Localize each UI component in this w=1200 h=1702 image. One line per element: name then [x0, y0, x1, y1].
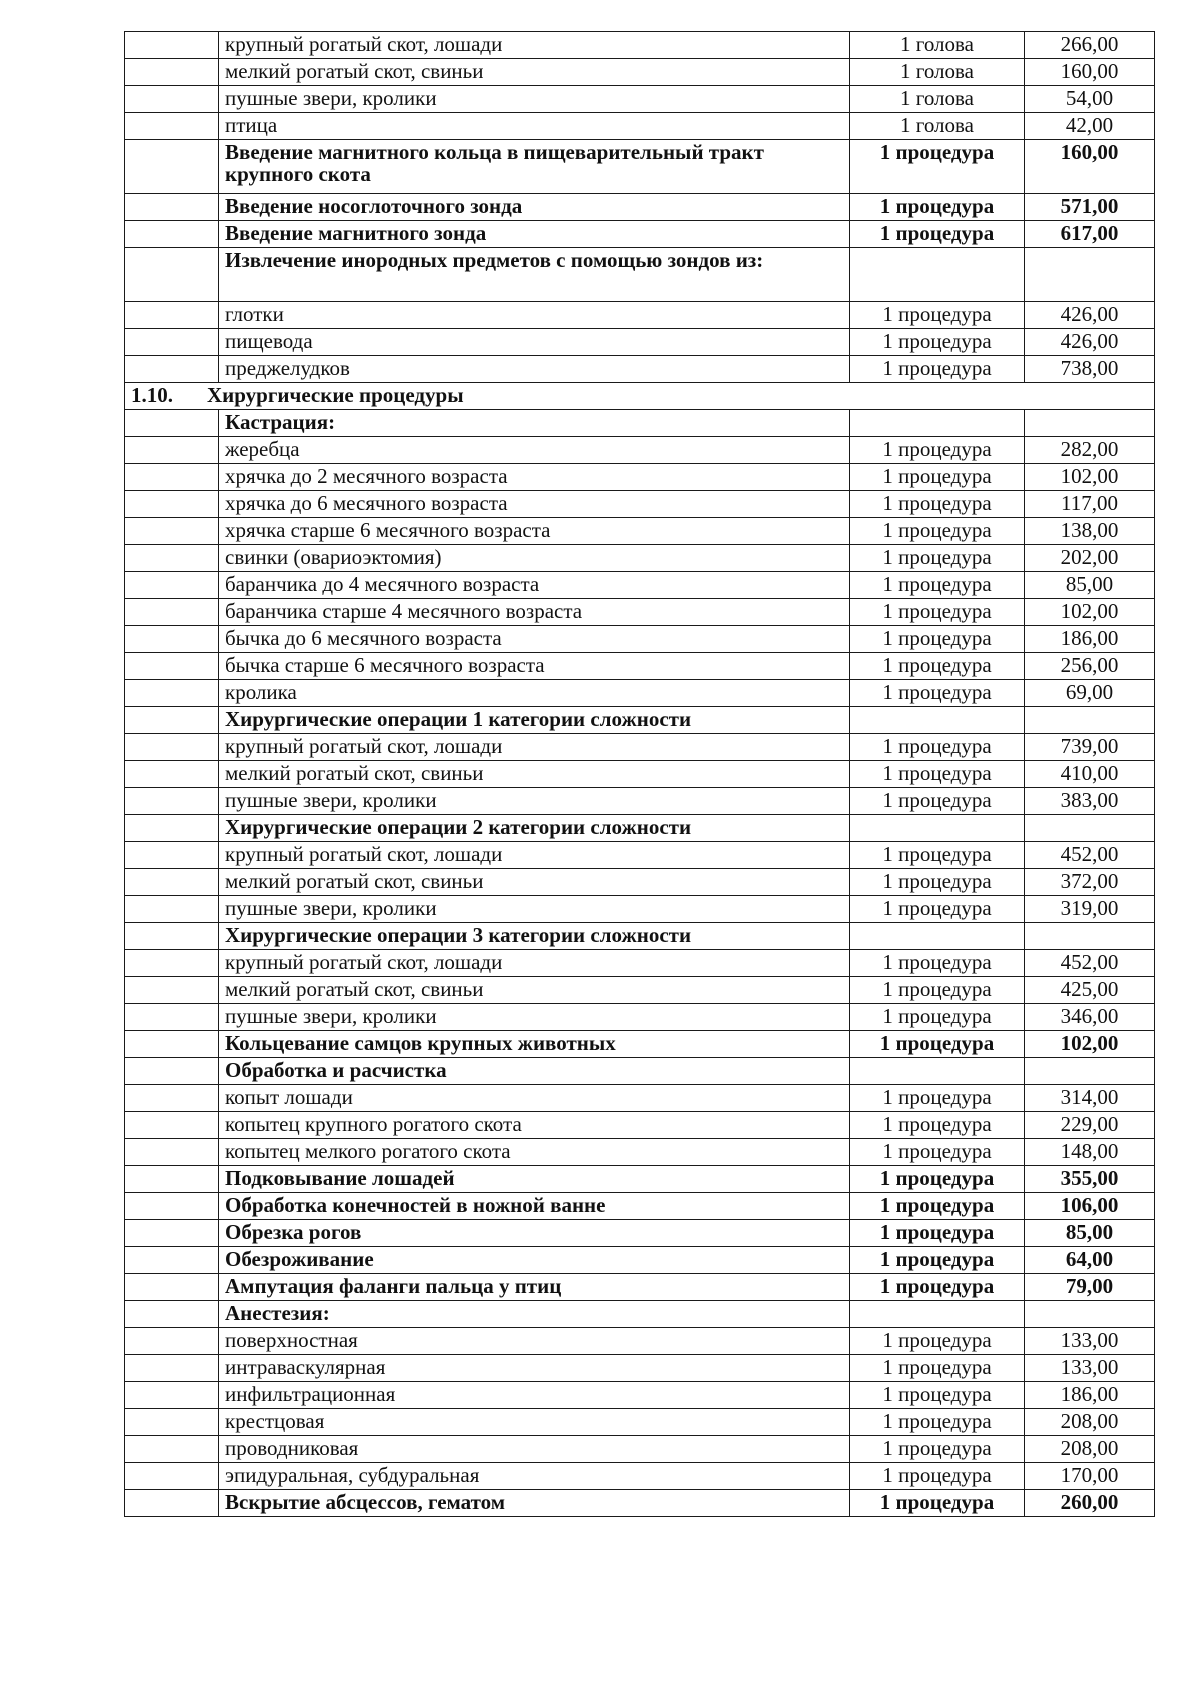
- service-name: глотки: [219, 302, 850, 329]
- price-value: 160,00: [1025, 59, 1155, 86]
- row-number-cell: [125, 626, 219, 653]
- service-name: копыт лошади: [219, 1085, 850, 1112]
- price-value: 229,00: [1025, 1112, 1155, 1139]
- service-name: хрячка до 2 месячного возраста: [219, 464, 850, 491]
- service-name: баранчика старше 4 месячного возраста: [219, 599, 850, 626]
- service-name: крестцовая: [219, 1409, 850, 1436]
- price-value: 54,00: [1025, 86, 1155, 113]
- price-value: 426,00: [1025, 302, 1155, 329]
- service-name: птица: [219, 113, 850, 140]
- table-row: [125, 32, 1155, 59]
- row-number-cell: [125, 491, 219, 518]
- price-value: 571,00: [1025, 194, 1155, 221]
- row-number-cell: [125, 464, 219, 491]
- unit-of-measure: [850, 923, 1025, 950]
- row-number-cell: [125, 86, 219, 113]
- row-number-cell: [125, 410, 219, 437]
- row-number-cell: [125, 734, 219, 761]
- table-row: [125, 896, 1155, 923]
- service-name: Извлечение инородных предметов с помощью зондов из:: [219, 248, 850, 302]
- row-number-cell: [125, 1328, 219, 1355]
- row-number-cell: [125, 1436, 219, 1463]
- section-heading: [125, 383, 1155, 410]
- price-value: 738,00: [1025, 356, 1155, 383]
- unit-of-measure: [850, 815, 1025, 842]
- price-value: 346,00: [1025, 1004, 1155, 1031]
- table-row: [125, 221, 1155, 248]
- service-name: крупный рогатый скот, лошади: [219, 32, 850, 59]
- table-row: [125, 1166, 1155, 1193]
- row-number-cell: [125, 1355, 219, 1382]
- service-name: хрячка до 6 месячного возраста: [219, 491, 850, 518]
- row-number-cell: [125, 1004, 219, 1031]
- row-number-cell: [125, 545, 219, 572]
- table-row: [125, 329, 1155, 356]
- row-number-cell: [125, 248, 219, 302]
- price-value: 208,00: [1025, 1436, 1155, 1463]
- table-row: [125, 1031, 1155, 1058]
- service-name: поверхностная: [219, 1328, 850, 1355]
- service-name: мелкий рогатый скот, свиньи: [219, 761, 850, 788]
- table-row: [125, 1463, 1155, 1490]
- row-number-cell: [125, 518, 219, 545]
- row-number-cell: [125, 1193, 219, 1220]
- table-row: [125, 626, 1155, 653]
- unit-of-measure: 1 процедура: [850, 302, 1025, 329]
- service-name: проводниковая: [219, 1436, 850, 1463]
- row-number-cell: [125, 1274, 219, 1301]
- row-number-cell: [125, 572, 219, 599]
- row-number-cell: [125, 1085, 219, 1112]
- table-row: [125, 302, 1155, 329]
- row-number-cell: [125, 1409, 219, 1436]
- row-number-cell: [125, 329, 219, 356]
- price-value: 410,00: [1025, 761, 1155, 788]
- price-value: 160,00: [1025, 140, 1155, 194]
- row-number-cell: [125, 1301, 219, 1328]
- unit-of-measure: 1 процедура: [850, 221, 1025, 248]
- price-value: 282,00: [1025, 437, 1155, 464]
- price-value: 355,00: [1025, 1166, 1155, 1193]
- price-value: 170,00: [1025, 1463, 1155, 1490]
- service-name: Хирургические операции 1 категории сложности: [219, 707, 850, 734]
- service-name: Введение носоглоточного зонда: [219, 194, 850, 221]
- unit-of-measure: 1 процедура: [850, 1436, 1025, 1463]
- unit-of-measure: 1 процедура: [850, 1193, 1025, 1220]
- table-row: [125, 977, 1155, 1004]
- service-name: кролика: [219, 680, 850, 707]
- table-row: [125, 653, 1155, 680]
- price-value: 208,00: [1025, 1409, 1155, 1436]
- service-name: крупный рогатый скот, лошади: [219, 734, 850, 761]
- service-name: жеребца: [219, 437, 850, 464]
- row-number-cell: [125, 788, 219, 815]
- row-number-cell: [125, 1058, 219, 1085]
- service-name: Введение магнитного кольца в пищеварительный тракт крупного скота: [219, 140, 850, 194]
- price-value: [1025, 410, 1155, 437]
- table-row: [125, 1058, 1155, 1085]
- unit-of-measure: [850, 1301, 1025, 1328]
- price-value: 106,00: [1025, 1193, 1155, 1220]
- unit-of-measure: 1 процедура: [850, 1328, 1025, 1355]
- table-row: [125, 815, 1155, 842]
- row-number-cell: [125, 1166, 219, 1193]
- row-number-cell: [125, 356, 219, 383]
- unit-of-measure: 1 процедура: [850, 1085, 1025, 1112]
- price-value: 85,00: [1025, 572, 1155, 599]
- table-row: [125, 842, 1155, 869]
- unit-of-measure: 1 процедура: [850, 788, 1025, 815]
- table-row: [125, 680, 1155, 707]
- unit-of-measure: 1 процедура: [850, 356, 1025, 383]
- table-row: [125, 140, 1155, 194]
- service-name: мелкий рогатый скот, свиньи: [219, 977, 850, 1004]
- table-row: [125, 1382, 1155, 1409]
- unit-of-measure: 1 голова: [850, 86, 1025, 113]
- table-row: [125, 410, 1155, 437]
- price-value: [1025, 1301, 1155, 1328]
- price-value: 314,00: [1025, 1085, 1155, 1112]
- unit-of-measure: 1 процедура: [850, 572, 1025, 599]
- service-name: копытец мелкого рогатого скота: [219, 1139, 850, 1166]
- unit-of-measure: 1 процедура: [850, 1355, 1025, 1382]
- price-value: 452,00: [1025, 842, 1155, 869]
- row-number-cell: [125, 950, 219, 977]
- service-name: пушные звери, кролики: [219, 896, 850, 923]
- price-value: 85,00: [1025, 1220, 1155, 1247]
- table-row: [125, 788, 1155, 815]
- row-number-cell: [125, 977, 219, 1004]
- unit-of-measure: 1 процедура: [850, 1274, 1025, 1301]
- row-number-cell: [125, 923, 219, 950]
- row-number-cell: [125, 437, 219, 464]
- table-row: [125, 194, 1155, 221]
- table-row: [125, 1409, 1155, 1436]
- unit-of-measure: 1 процедура: [850, 626, 1025, 653]
- service-name: преджелудков: [219, 356, 850, 383]
- service-name: пушные звери, кролики: [219, 788, 850, 815]
- unit-of-measure: 1 процедура: [850, 1031, 1025, 1058]
- unit-of-measure: 1 голова: [850, 32, 1025, 59]
- service-name: бычка до 6 месячного возраста: [219, 626, 850, 653]
- service-name: Обрезка рогов: [219, 1220, 850, 1247]
- price-value: 739,00: [1025, 734, 1155, 761]
- price-value: 617,00: [1025, 221, 1155, 248]
- table-row: [125, 1274, 1155, 1301]
- price-value: 64,00: [1025, 1247, 1155, 1274]
- table-row: [125, 1193, 1155, 1220]
- table-row: [125, 761, 1155, 788]
- unit-of-measure: 1 процедура: [850, 1463, 1025, 1490]
- service-name: интраваскулярная: [219, 1355, 850, 1382]
- price-value: 138,00: [1025, 518, 1155, 545]
- unit-of-measure: 1 процедура: [850, 437, 1025, 464]
- table-row: [125, 1328, 1155, 1355]
- row-number-cell: [125, 113, 219, 140]
- service-name: копытец крупного рогатого скота: [219, 1112, 850, 1139]
- unit-of-measure: 1 процедура: [850, 734, 1025, 761]
- row-number-cell: [125, 707, 219, 734]
- unit-of-measure: [850, 1058, 1025, 1085]
- row-number-cell: [125, 599, 219, 626]
- service-name: инфильтрационная: [219, 1382, 850, 1409]
- unit-of-measure: 1 процедура: [850, 977, 1025, 1004]
- service-name: Введение магнитного зонда: [219, 221, 850, 248]
- service-name: Анестезия:: [219, 1301, 850, 1328]
- service-name: хрячка старше 6 месячного возраста: [219, 518, 850, 545]
- price-value: 372,00: [1025, 869, 1155, 896]
- unit-of-measure: 1 процедура: [850, 869, 1025, 896]
- unit-of-measure: 1 голова: [850, 59, 1025, 86]
- price-value: [1025, 923, 1155, 950]
- table-row: [125, 545, 1155, 572]
- table-row: [125, 1139, 1155, 1166]
- unit-of-measure: 1 процедура: [850, 464, 1025, 491]
- unit-of-measure: 1 голова: [850, 113, 1025, 140]
- unit-of-measure: 1 процедура: [850, 761, 1025, 788]
- table-row: [125, 950, 1155, 977]
- table-row: [125, 356, 1155, 383]
- service-name: Подковывание лошадей: [219, 1166, 850, 1193]
- row-number-cell: [125, 1490, 219, 1517]
- row-number-cell: [125, 59, 219, 86]
- service-name: баранчика до 4 месячного возраста: [219, 572, 850, 599]
- table-row: [125, 1301, 1155, 1328]
- unit-of-measure: 1 процедура: [850, 545, 1025, 572]
- price-value: 186,00: [1025, 1382, 1155, 1409]
- price-value: [1025, 248, 1155, 302]
- table-row: [125, 86, 1155, 113]
- table-row: [125, 491, 1155, 518]
- service-name: крупный рогатый скот, лошади: [219, 842, 850, 869]
- unit-of-measure: 1 процедура: [850, 1409, 1025, 1436]
- unit-of-measure: [850, 248, 1025, 302]
- table-row: [125, 1112, 1155, 1139]
- row-number-cell: [125, 140, 219, 194]
- row-number-cell: [125, 302, 219, 329]
- row-number-cell: [125, 1031, 219, 1058]
- service-name: пищевода: [219, 329, 850, 356]
- service-name: пушные звери, кролики: [219, 86, 850, 113]
- unit-of-measure: 1 процедура: [850, 653, 1025, 680]
- service-name: мелкий рогатый скот, свиньи: [219, 869, 850, 896]
- price-value: 133,00: [1025, 1355, 1155, 1382]
- service-name: эпидуральная, субдуральная: [219, 1463, 850, 1490]
- row-number-cell: [125, 1382, 219, 1409]
- unit-of-measure: 1 процедура: [850, 842, 1025, 869]
- table-row: [125, 464, 1155, 491]
- table-row: [125, 1355, 1155, 1382]
- unit-of-measure: 1 процедура: [850, 1490, 1025, 1517]
- row-number-cell: [125, 761, 219, 788]
- unit-of-measure: 1 процедура: [850, 140, 1025, 194]
- table-row: [125, 707, 1155, 734]
- unit-of-measure: 1 процедура: [850, 1166, 1025, 1193]
- unit-of-measure: 1 процедура: [850, 491, 1025, 518]
- row-number-cell: [125, 869, 219, 896]
- price-value: 319,00: [1025, 896, 1155, 923]
- price-value: 452,00: [1025, 950, 1155, 977]
- section-number: 1.10.: [131, 383, 173, 407]
- price-value: 69,00: [1025, 680, 1155, 707]
- unit-of-measure: 1 процедура: [850, 599, 1025, 626]
- row-number-cell: [125, 194, 219, 221]
- row-number-cell: [125, 815, 219, 842]
- section-row: [125, 383, 1155, 410]
- price-value: 102,00: [1025, 464, 1155, 491]
- price-table: [124, 31, 1155, 1517]
- table-row: [125, 59, 1155, 86]
- service-name: Кольцевание самцов крупных животных: [219, 1031, 850, 1058]
- price-value: 79,00: [1025, 1274, 1155, 1301]
- table-row: [125, 1436, 1155, 1463]
- section-title: Хирургические процедуры: [207, 383, 464, 407]
- table-row: [125, 923, 1155, 950]
- unit-of-measure: 1 процедура: [850, 680, 1025, 707]
- price-value: 117,00: [1025, 491, 1155, 518]
- row-number-cell: [125, 680, 219, 707]
- unit-of-measure: [850, 707, 1025, 734]
- row-number-cell: [125, 1139, 219, 1166]
- unit-of-measure: [850, 410, 1025, 437]
- table-row: [125, 437, 1155, 464]
- service-name: Вскрытие абсцессов, гематом: [219, 1490, 850, 1517]
- service-name: Обезроживание: [219, 1247, 850, 1274]
- price-value: 186,00: [1025, 626, 1155, 653]
- unit-of-measure: 1 процедура: [850, 194, 1025, 221]
- service-name: Ампутация фаланги пальца у птиц: [219, 1274, 850, 1301]
- table-row: [125, 734, 1155, 761]
- unit-of-measure: 1 процедура: [850, 518, 1025, 545]
- price-value: 266,00: [1025, 32, 1155, 59]
- service-name: крупный рогатый скот, лошади: [219, 950, 850, 977]
- unit-of-measure: 1 процедура: [850, 1382, 1025, 1409]
- unit-of-measure: 1 процедура: [850, 950, 1025, 977]
- service-name: бычка старше 6 месячного возраста: [219, 653, 850, 680]
- price-value: [1025, 707, 1155, 734]
- price-value: 102,00: [1025, 1031, 1155, 1058]
- price-value: 425,00: [1025, 977, 1155, 1004]
- table-row: [125, 572, 1155, 599]
- price-value: 256,00: [1025, 653, 1155, 680]
- table-row: [125, 1220, 1155, 1247]
- unit-of-measure: 1 процедура: [850, 1220, 1025, 1247]
- table-row: [125, 599, 1155, 626]
- price-value: 148,00: [1025, 1139, 1155, 1166]
- unit-of-measure: 1 процедура: [850, 1112, 1025, 1139]
- price-value: 383,00: [1025, 788, 1155, 815]
- row-number-cell: [125, 1247, 219, 1274]
- unit-of-measure: 1 процедура: [850, 896, 1025, 923]
- price-value: 133,00: [1025, 1328, 1155, 1355]
- price-value: 260,00: [1025, 1490, 1155, 1517]
- price-value: 426,00: [1025, 329, 1155, 356]
- row-number-cell: [125, 653, 219, 680]
- unit-of-measure: 1 процедура: [850, 329, 1025, 356]
- price-value: [1025, 815, 1155, 842]
- unit-of-measure: 1 процедура: [850, 1247, 1025, 1274]
- service-name: Хирургические операции 3 категории сложности: [219, 923, 850, 950]
- row-number-cell: [125, 32, 219, 59]
- service-name: Обработка и расчистка: [219, 1058, 850, 1085]
- unit-of-measure: 1 процедура: [850, 1139, 1025, 1166]
- price-value: 42,00: [1025, 113, 1155, 140]
- table-row: [125, 1004, 1155, 1031]
- row-number-cell: [125, 896, 219, 923]
- table-row: [125, 869, 1155, 896]
- service-name: Кастрация:: [219, 410, 850, 437]
- service-name: Хирургические операции 2 категории сложности: [219, 815, 850, 842]
- table-row: [125, 1490, 1155, 1517]
- row-number-cell: [125, 1463, 219, 1490]
- row-number-cell: [125, 1112, 219, 1139]
- table-row: [125, 248, 1155, 302]
- price-value: [1025, 1058, 1155, 1085]
- price-value: 202,00: [1025, 545, 1155, 572]
- table-row: [125, 113, 1155, 140]
- price-table-body: [125, 32, 1155, 1517]
- unit-of-measure: 1 процедура: [850, 1004, 1025, 1031]
- row-number-cell: [125, 221, 219, 248]
- price-value: 102,00: [1025, 599, 1155, 626]
- service-name: свинки (овариоэктомия): [219, 545, 850, 572]
- service-name: пушные звери, кролики: [219, 1004, 850, 1031]
- row-number-cell: [125, 842, 219, 869]
- table-row: [125, 1085, 1155, 1112]
- service-name: мелкий рогатый скот, свиньи: [219, 59, 850, 86]
- row-number-cell: [125, 1220, 219, 1247]
- table-row: [125, 518, 1155, 545]
- table-row: [125, 1247, 1155, 1274]
- service-name: Обработка конечностей в ножной ванне: [219, 1193, 850, 1220]
